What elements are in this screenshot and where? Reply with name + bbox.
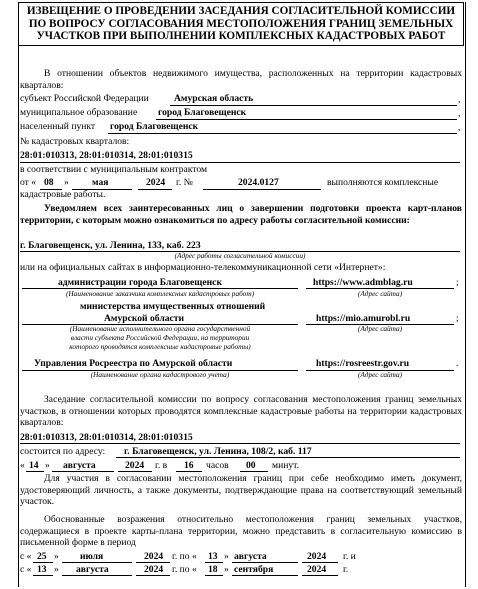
period1-y2: 2024 [307,551,327,562]
locality-label: населенный пункт [20,121,96,132]
period1-s: с « [20,551,32,562]
meeting-address-label: состоится по адресу: [20,446,106,457]
contract-month: мая [92,177,109,188]
contract-from: от « [20,177,37,188]
municipality-underline [156,119,457,120]
or-sites-text: или на официальных сайтах в информационно-телекоммуникационной сети «Интернет»: [20,262,386,273]
municipality-value: город Благовещенск [158,107,247,118]
contract-year: 2024 [146,177,166,188]
intro-text: В отношении объектов недвижимого имущества, расположенных на территории кадастровых кварталов: [20,68,462,91]
site3-org-hint: (Наименование органа кадастрового учета) [90,370,230,379]
period1-c1: » [54,551,59,562]
meeting-day: 14 [29,460,39,471]
contract-number: 2024.0127 [238,177,279,188]
period2-end: г. [343,564,349,575]
period2-d2: 18 [208,564,218,575]
meeting-date-open: « [20,460,25,471]
period2-gto: г. по « [172,564,197,575]
site1-org: администрации города Благовещенск [58,277,222,288]
period2-s: с « [20,564,32,575]
site3-org: Управления Росреестра по Амурской области [34,358,233,369]
contract-number-underline [203,189,321,190]
site2-org-hint3: которого проводятся комплексные кадастровые работы) [69,342,251,351]
site2-org-line1: министерства имущественных отношений [80,301,266,312]
quarters-underline [20,162,460,163]
meeting-hours-label: часов [206,460,229,471]
period2-d1: 13 [37,564,47,575]
site2-url: https://mio.amurobl.ru [316,313,411,324]
meeting-year: 2024 [125,460,145,471]
objections-text: Обоснованные возражения относительно местоположения границ земельных участков, содержащиеся в проекте карты-плана территории, можно представить в согласительную комиссию в письменной форме в период [20,514,462,548]
notify-text: Уведомляем всех заинтересованных лиц о завершении подготовки проекта карт-планов территории, с которым можно ознакомиться по адресу работы согласительной комиссии: [20,203,462,226]
locality-underline [108,133,457,134]
period2-y2: 2024 [307,564,327,575]
site3-url: https://rosreestr.gov.ru [316,358,410,369]
municipality-label: муниципальное образование [20,107,138,118]
site2-org-hint1: (Наименование исполнительного органа государственной [69,324,251,333]
period2-m2: сентября [234,564,274,575]
period2-c2: » [224,564,229,575]
site1-url-hint: (Адрес сайта) [357,289,403,298]
site3-sep: . [456,358,459,369]
meeting-month: августа [63,460,96,471]
meeting-minutes: 00 [246,460,256,471]
site3-url-hint: (Адрес сайта) [357,370,403,379]
meeting-address: г. Благовещенск, ул. Ленина, 108/2, каб. 117 [124,446,312,457]
contract-number-label: г. № [176,177,193,188]
site2-url-hint: (Адрес сайта) [357,324,403,333]
period2-y1: 2024 [144,564,164,575]
contract-year-underline [138,189,172,190]
period2-c1: » [54,564,59,575]
site2-sep: ; [456,313,459,324]
meeting-quarters-underline [20,443,460,444]
contract-label: в соответствии с муниципальным контрактом [20,164,208,175]
site2-org-line2: Амурской области [104,313,185,324]
subject-value: Амурская область [174,93,254,104]
period1-gto: г. по « [172,551,197,562]
period1-m1: июля [80,551,104,562]
contract-day: 08 [44,177,54,188]
period1-d1: 25 [37,551,47,562]
period1-y1: 2024 [144,551,164,562]
site1-url: https://www.admblag.ru [313,277,413,288]
meeting-hour: 16 [184,460,194,471]
contract-tail: выполняются комплексные [327,177,439,188]
subject-label: субъект Российской Федерации [20,93,149,104]
period2-m1: августа [76,564,109,575]
notice-title: ИЗВЕЩЕНИЕ О ПРОВЕДЕНИИ ЗАСЕДАНИЯ СОГЛАСИТЕЛЬНОЙ КОМИССИИ ПО ВОПРОСУ СОГЛАСОВАНИЯ МЕСТОПОЛОЖЕНИЯ ГРАНИЦ ЗЕМЕЛЬНЫХ УЧАСТКОВ ПРИ ВЫПОЛНЕНИИ КОМПЛЕКСНЫХ КАДАСТРОВЫХ РАБОТ [18,2,464,46]
municipality-comma: , [458,108,461,119]
meeting-quarters: 28:01:010313, 28:01:010314, 28:01:010315 [20,432,193,443]
meeting-gv: г. в [155,460,168,471]
contract-day-close: » [64,177,69,188]
meeting-date-close: » [45,460,50,471]
quarters-label: № кадастровых кварталов: [20,136,130,147]
site1-sep: ; [456,277,459,288]
commission-address-hint: (Адрес работы согласительной комиссии) [174,251,306,260]
site1-org-hint: (Наименование заказчика комплексных кадастровых работ) [65,289,255,298]
site2-org-hint2: власти субъекта Российской Федерации, на территории [70,333,250,342]
subject-underline [170,105,457,106]
subject-comma: , [458,94,461,105]
period1-d2: 13 [208,551,218,562]
locality-value: город Благовещенск [110,121,199,132]
period1-m2: августа [234,551,267,562]
contract-tail2: кадастровые работы. [20,189,106,200]
commission-address: г. Благовещенск, ул. Ленина, 133, каб. 223 [20,240,201,251]
period1-c2: » [224,551,229,562]
quarters-value: 28:01:010313, 28:01:010314, 28:01:010315 [20,150,193,161]
period1-end: г. и [343,551,356,562]
participation-text: Для участия в согласовании местоположения границ при себе необходимо иметь документ, удостоверяющий личность, а также документы, подтверждающие права на соответствующий земельный участок. [20,473,462,507]
meeting-minutes-label: минут. [272,460,300,471]
meeting-text: Заседание согласительной комиссии по вопросу согласования местоположения границ земельных участков, в отношении которых проводятся комплексные кадастровые работы на территории кадастровых кварталов: [20,394,462,428]
locality-comma: , [458,122,461,133]
